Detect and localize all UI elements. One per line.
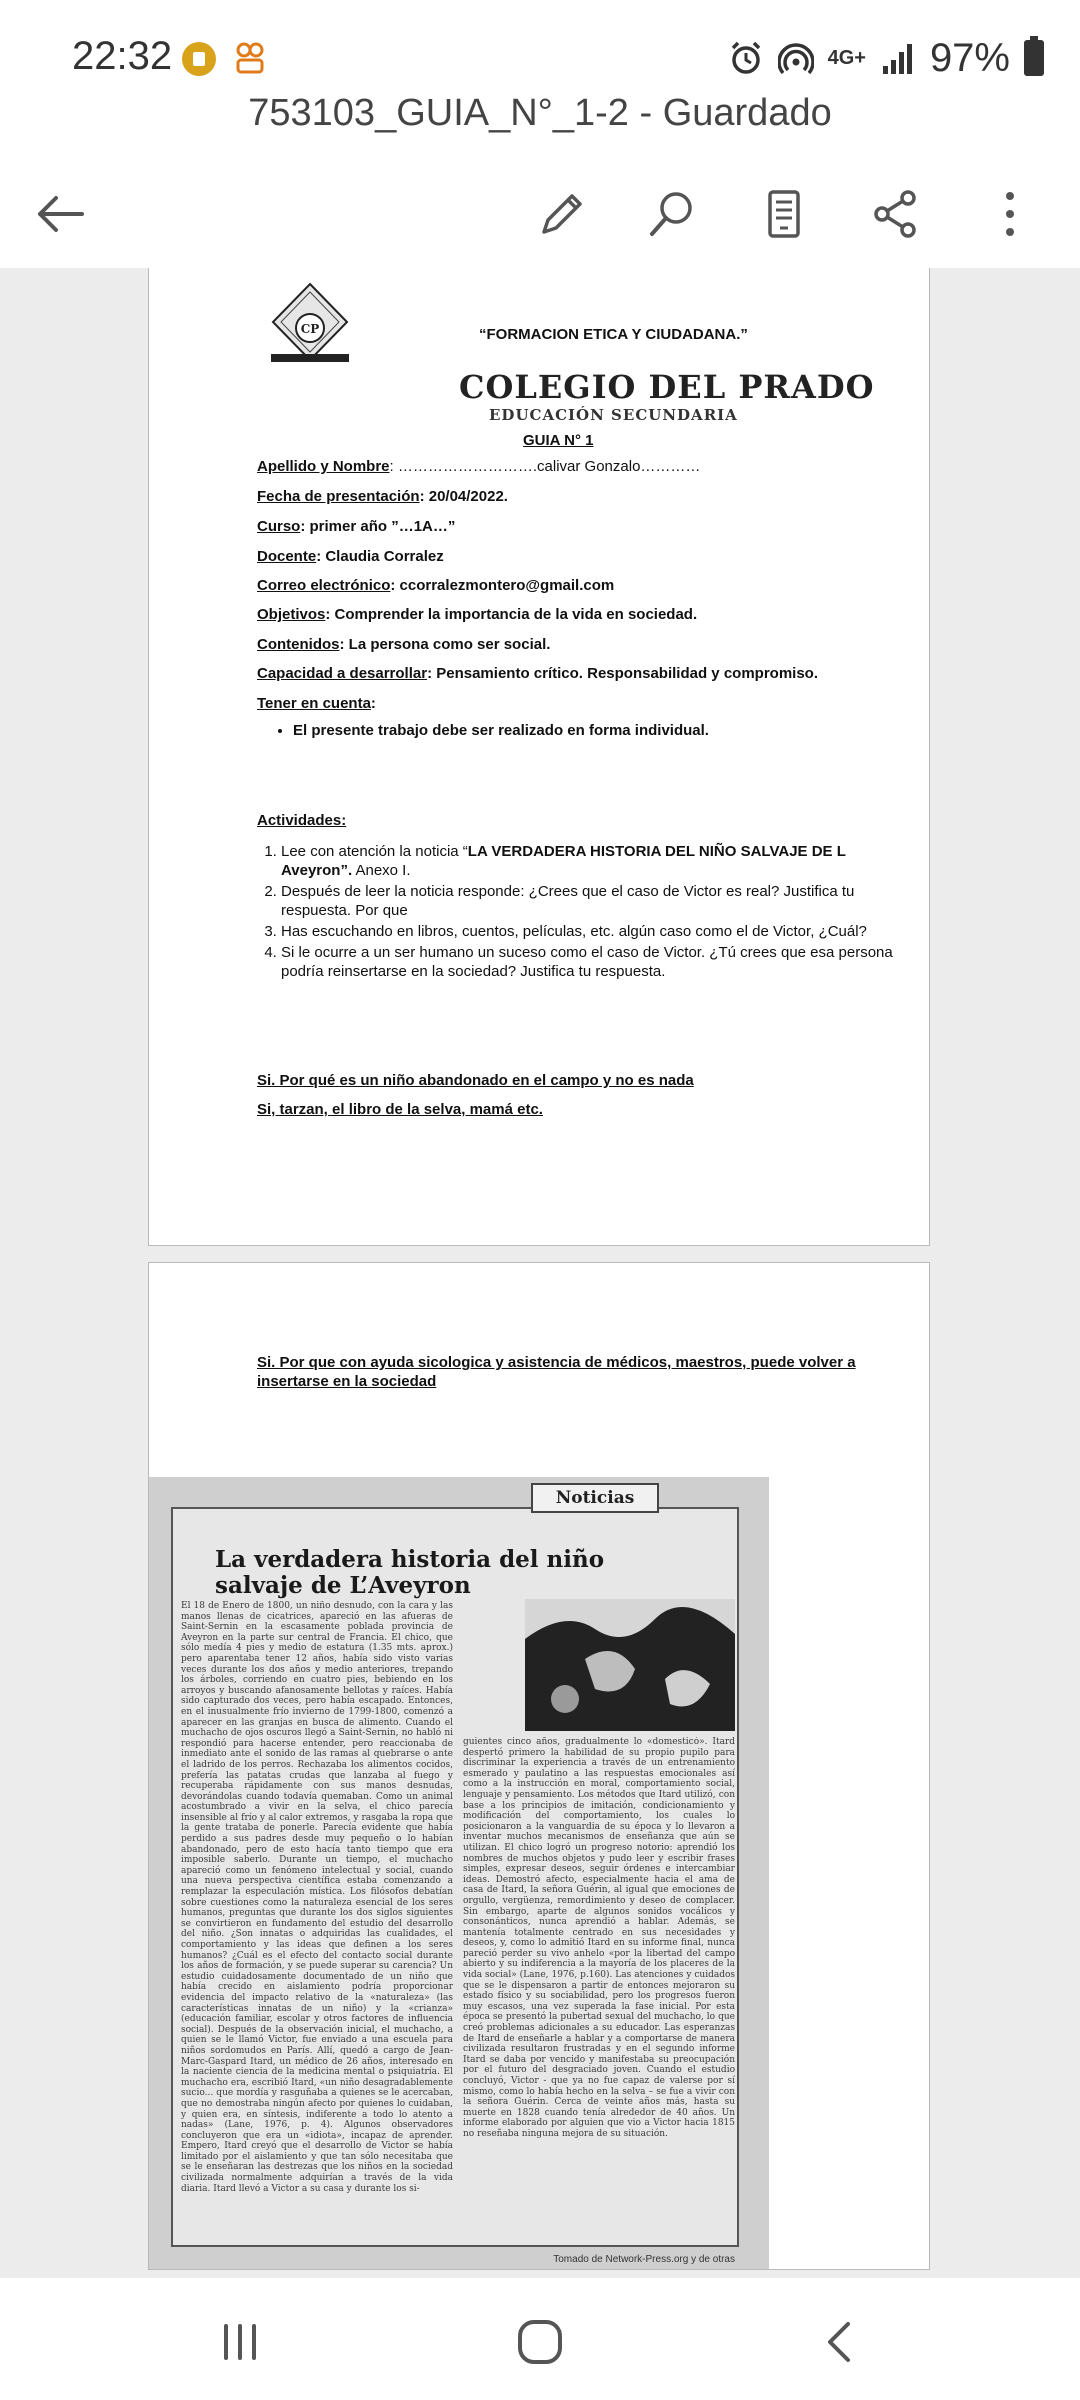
- activity-item: 2. Después de leer la noticia responde: ¿Crees que el caso de Victor es real? Justifica tu respuesta. Por que: [281, 882, 897, 920]
- back-chevron-icon: [816, 2318, 864, 2366]
- reading-mode-button[interactable]: [752, 182, 816, 246]
- back-arrow-icon: [32, 186, 88, 242]
- hotspot-icon: [778, 40, 814, 76]
- field-name: Apellido y Nombre: ……………………….calivar Gonzalo…………: [257, 458, 701, 475]
- toolbar: [0, 160, 1080, 270]
- answer-2: Si, tarzan, el libro de la selva, mamá etc.: [257, 1101, 543, 1118]
- field-course: Curso: primer año ”…1A…”: [257, 518, 456, 535]
- status-icons: [728, 36, 1044, 80]
- document-title: 753103_GUIA_N°_1-2 - Guardado: [248, 92, 832, 134]
- field-teacher: Docente: Claudia Corralez: [257, 548, 444, 565]
- status-time: 22:32: [72, 34, 173, 78]
- more-icon: [982, 186, 1038, 242]
- document-viewer[interactable]: [0, 268, 1080, 2278]
- document-page-1: [148, 268, 930, 1246]
- activity-item: 1. Lee con atención la noticia “LA VERDADERA HISTORIA DEL NIÑO SALVAJE DE L Aveyron”. Anexo I.: [281, 842, 897, 880]
- nav-back-button[interactable]: [810, 2312, 870, 2372]
- field-capacity: Capacidad a desarrollar: Pensamiento crítico. Responsabilidad y compromiso.: [257, 665, 819, 682]
- field-contents: Contenidos: La persona como ser social.: [257, 636, 551, 653]
- school-logo: [267, 282, 353, 368]
- home-button[interactable]: [510, 2312, 570, 2372]
- college-subtitle: EDUCACIÓN SECUNDARIA: [489, 406, 738, 424]
- answer-1: Si. Por qué es un niño abandonado en el campo y no es nada: [257, 1072, 694, 1089]
- field-email: Correo electrónico: ccorralezmontero@gmail.com: [257, 577, 615, 594]
- field-date: Fecha de presentación: 20/04/2022.: [257, 488, 508, 505]
- back-button[interactable]: [28, 182, 92, 246]
- pencil-icon: [534, 186, 590, 242]
- activity-item: 4. Si le ocurre a un ser humano un suceso como el caso de Victor. ¿Tú crees que esa persona podría reinsertarse en la sociedad? Justifica tu respuesta.: [281, 943, 897, 981]
- news-section-tab: Noticias: [531, 1483, 659, 1513]
- guide-number: GUIA N° 1: [523, 432, 594, 449]
- svg-text:CP: CP: [300, 322, 320, 336]
- news-column-2: guientes cinco años, gradualmente lo «domesticó». Itard despertó primero la habilidad de su propio pupilo para discriminar la experiencia a través de un entrenamiento esmerado y paulatino a las respuestas emocionales así como a la instrucción en moral, comportamiento social, lenguaje y pensamiento. Los métodos que Itard utilizó, con base a los principios de imitación, condicionamiento y modificación del comportamiento, los cuales lo posicionaron a la vanguardia de su época y lo llevaron a inventar muchos mecanismos de enseñanza que aún se utilizan. El chico logró un progreso notorio: aprendió los nombres de muchos objetos y pudo leer y escribir frases simples, expresar deseos, seguir órdenes e intercambiar ideas. Demostró afecto, especialmente hacia el ama de casa de Itard, la señora Guérin, al igual que emociones de orgullo, vergüenza, remordimiento y deseo de complacer. Sin embargo, aparte de algunos sonidos vocálicos y consonánticos, nunca aprendió a hablar. Además, se mantenía totalmente centrado en sus necesidades y deseos, y, como lo admitió Itard en su informe final, nunca pareció perder su vivo anhelo «por la libertad del campo abierto y su indiferencia a la mayoría de los placeres de la vida social» (Lane, 1976, p.160). Las atenciones y cuidados que se le dispensaron a partir de entonces mejoraron su estado físico y su sociabilidad, pero los progresos fueron muy escasos, una vez superada la fase inicial. Por esta época se presentó la pubertad sexual del muchacho, lo que creó problemas adicionales a su educador. Las esperanzas de Itard de enseñarle a hablar y a comportarse de manera civilizada resultaron frustradas y en el segundo informe Itard se daba por vencido y manifestaba su preocupación por el futuro del desgraciado joven. Cuando el estudio concluyó, Victor - que ya no fue capaz de valerse por sí mismo, como lo había hecho en la selva – se fue a vivir con la señora Guérin. Cerca de veinte años más, hasta su muerte en 1828 cuando tenía alrededor de 40 años. Un informe elaborado por alguien que vio a Victor hacia 1815 no reseñaba ninguna mejora de su situación.: [463, 1737, 735, 2139]
- search-icon: [644, 186, 700, 242]
- activity-item: 3. Has escuchando en libros, cuentos, películas, etc. algún caso como el de Victor, ¿Cuál?: [281, 922, 897, 941]
- newspaper-frame: [171, 1507, 739, 2247]
- network-type: 4G+: [827, 47, 866, 69]
- share-icon: [868, 186, 924, 242]
- activities-list: [257, 842, 897, 983]
- download-notification-icon: [182, 42, 216, 76]
- navigation-bar: [0, 2278, 1080, 2400]
- news-column-1: El 18 de Enero de 1800, un niño desnudo, con la cara y las manos llenas de cicatrices, apareció en las afueras de Saint-Sernin en la escasamente poblada provincia de Aveyron en la parte sur central de Francia. El chico, que sólo medía 4 pies y medio de estatura (1.35 mts. aprox.) pero aparentaba tener 12 años, había sido visto varias veces durante los dos años y medio anteriores, trepando los árboles, corriendo en cuatro pies, bebiendo en los arroyos y buscando afanosamente bellotas y raíces. Había sido capturado dos veces, pero había escapado. Entonces, en el inusualmente frío invierno de 1799-1800, comenzó a aparecer en las granjas en busca de alimento. Cuando el muchacho de ojos oscuros llegó a Saint-Sernin, no habló ni respondió para hacerse entender, pero reaccionaba de inmediato ante el sonido de las ramas al quebrarse o ante el ladrido de los perros. Rechazaba los alimentos cocidos, prefería las patatas crudas que lanzaba al fuego y recuperaba rápidamente con sus manos desnudas, devorándolas cuando todavía quemaban. Como un animal acostumbrado a vivir en la selva, el chico parecía insensible al frío y al calor extremos, y rasgaba la ropa que la gente trataba de ponerle. Parecía evidente que había perdido a sus padres desde muy pequeño o lo habían abandonado, pero de esto hacía tanto tiempo que era imposible saberlo. Durante un tiempo, el muchacho apareció como un fenómeno intelectual y social, cuando una nueva perspectiva científica estaba comenzando a remplazar la especulación mística. Los filósofos debatían sobre cuestiones como la naturaleza esencial de los seres humanos, preguntas que durante los dos siglos siguientes se convirtieron en fundamento del estudio del desarrollo del niño. ¿Son innatas o adquiridas las cualidades, el comportamiento y las ideas que definen a los seres humanos? ¿Cuál es el efecto del contacto social durante los años de formación, y se puede superar su carencia? Un estudio cuidadosamente documentado de un niño que había crecido en aislamiento podría proporcionar evidencia del impacto relativo de la «naturaleza» (las características innatas de un niño) y la «crianza» (educación familiar, escolar y otros factores de influencia social). Después de la observación inicial, el muchacho, a quien se le llamó Victor, fue enviado a una escuela para niños sordomudos en París. Allí, quedó a cargo de Jean-Marc-Gaspard Itard, un médico de 26 años, interesado en la naciente ciencia de la medicina mental o psiquiatría. El muchacho era, escribió Itard, «un niño desagradablemente sucio... que mordía y rasguñaba a quienes se le acercaban, que no demostraba ningún afecto por quienes lo cuidaban, y quien era, en síntesis, indiferente a todo lo atento a nadas» (Lane, 1976, p. 4). Algunos observadores concluyeron que era un «idiota», incapaz de aprender. Empero, Itard creyó que el desarrollo de Victor se había limitado por el aislamiento y que tan sólo necesitaba que se le enseñaran las destrezas que los niños en la sociedad civilizada normalmente adquirían a través de la vida diaria. Itard llevó a Victor a su casa y durante los si-: [181, 1601, 453, 2194]
- share-button[interactable]: [864, 182, 928, 246]
- alarm-icon: [728, 40, 764, 76]
- news-photo: [525, 1599, 735, 1731]
- recents-button[interactable]: [210, 2312, 270, 2372]
- newspaper-clipping-image: [149, 1477, 769, 2269]
- signal-icon: [880, 40, 916, 76]
- edit-button[interactable]: [530, 182, 594, 246]
- news-photo-art: [525, 1599, 735, 1731]
- recents-icon: [216, 2318, 264, 2366]
- more-options-button[interactable]: [978, 182, 1042, 246]
- search-button[interactable]: [640, 182, 704, 246]
- college-name: COLEGIO DEL PRADO: [459, 368, 875, 406]
- subject-title: “FORMACION ETICA Y CIUDADANA.”: [479, 326, 748, 343]
- app-notification-icon: [232, 40, 268, 76]
- activities-heading: Actividades:: [257, 812, 347, 829]
- home-icon: [514, 2316, 566, 2368]
- note-item: • El presente trabajo debe ser realizado en forma individual.: [293, 722, 709, 739]
- field-note: Tener en cuenta:: [257, 695, 376, 712]
- document-page-2: [148, 1262, 930, 2270]
- news-credit: Tomado de Network-Press.org y de otras: [553, 2254, 735, 2265]
- news-headline: La verdadera historia del niño salvaje de L’Aveyron: [215, 1546, 605, 1599]
- note-list: [257, 722, 709, 739]
- field-objectives: Objetivos: Comprender la importancia de la vida en sociedad.: [257, 606, 698, 623]
- reading-mode-icon: [756, 186, 812, 242]
- answer-3: Si. Por que con ayuda sicologica y asistencia de médicos, maestros, puede volver a insertarse en la sociedad: [257, 1354, 856, 1390]
- battery-percent: 97%: [929, 35, 1010, 80]
- battery-icon: [1024, 40, 1044, 76]
